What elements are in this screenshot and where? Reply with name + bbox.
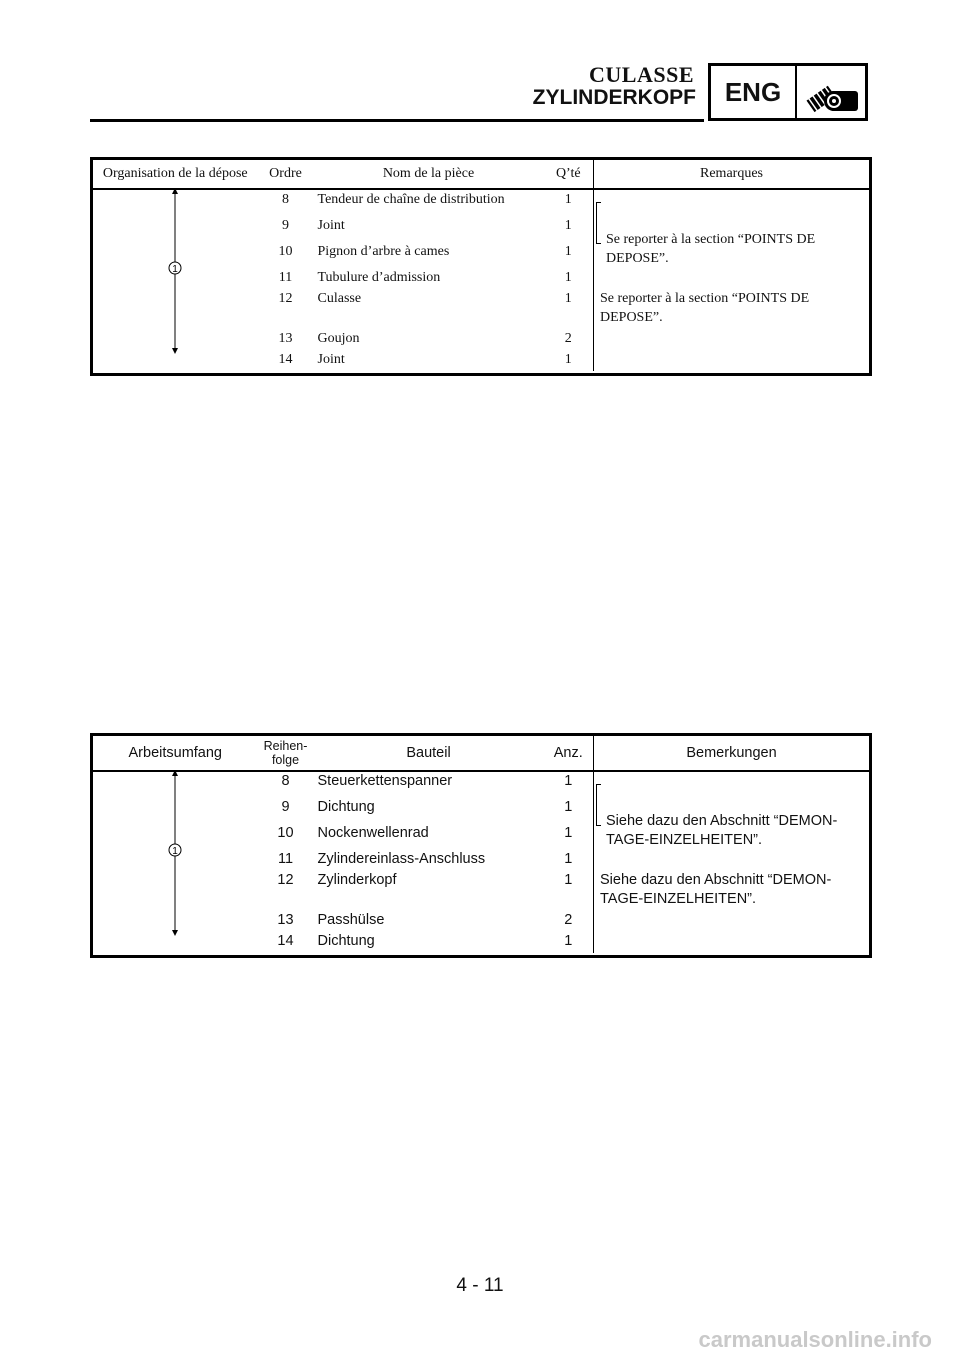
col-header-order: Ordre [258, 159, 314, 190]
section-badge-label: ENG [711, 66, 797, 118]
remark-group-text: Siehe dazu den Abschnitt “DEMON-TAGE-EINZELHEITEN”. [606, 813, 838, 848]
remark-empty [594, 268, 871, 289]
remark-empty [594, 911, 871, 932]
scope-arrow-icon [163, 188, 187, 354]
row-qty: 1 [564, 933, 573, 949]
row-qty: 1 [564, 851, 573, 867]
row-order: 14 [277, 933, 294, 949]
row-order: 12 [278, 291, 293, 306]
row-part: Steuerkettenspanner [317, 773, 453, 789]
row-qty: 1 [564, 291, 572, 306]
row-order: 8 [281, 773, 290, 789]
remark-row12: Se reporter à la section “POINTS DE DEPOSE”. [594, 289, 871, 329]
row-part: Joint [317, 352, 345, 367]
watermark: carmanualsonline.info [698, 1327, 932, 1352]
row-order: 11 [277, 851, 294, 867]
row-qty: 2 [564, 331, 572, 346]
remark-group [594, 771, 871, 850]
row-qty: 2 [564, 912, 573, 928]
row-qty: 1 [564, 218, 572, 234]
row-order: 12 [277, 872, 294, 888]
row-part: Tubulure d’admission [317, 270, 441, 285]
row-order: 9 [281, 799, 290, 816]
engine-bolt-icon [797, 66, 865, 118]
remark-group-text: Se reporter à la section “POINTS DE DEPOSE”. [606, 232, 816, 266]
row-qty: 1 [564, 244, 572, 260]
page-title-fr: CULASSE [589, 62, 694, 87]
table-header-row [92, 159, 871, 190]
row-qty: 1 [564, 192, 572, 207]
table-row [92, 189, 871, 216]
col-header-scope: Arbeitsumfang [92, 735, 258, 772]
section-badge [708, 63, 868, 121]
remark-bracket [596, 784, 601, 826]
scope-cell [92, 189, 258, 375]
row-part: Dichtung [317, 799, 375, 816]
row-part: Goujon [317, 331, 360, 346]
row-part: Passhülse [317, 912, 385, 928]
row-qty: 1 [564, 270, 572, 285]
disassembly-table-de [90, 733, 872, 958]
page-number: 4 - 11 [456, 1275, 504, 1296]
remark-empty [594, 850, 871, 871]
remark-empty [594, 350, 871, 371]
col-header-scope: Organisation de la dépose [92, 159, 258, 190]
scope-number: 1 [172, 846, 178, 857]
row-part: Tendeur de chaîne de distribution [317, 192, 505, 207]
col-header-qty: Anz. [544, 735, 594, 772]
row-qty: 1 [564, 773, 573, 789]
row-order: 9 [282, 218, 289, 234]
row-part: Culasse [317, 291, 362, 306]
header-rule [90, 119, 704, 122]
row-qty: 1 [564, 872, 573, 888]
row-order: 8 [282, 192, 289, 207]
remark-group [594, 189, 871, 268]
row-qty: 1 [564, 825, 573, 842]
table-header-row [92, 735, 871, 772]
col-header-order-line1: Reihen- [263, 739, 308, 753]
col-header-order [258, 735, 314, 772]
page-title-de: ZYLINDERKOPF [532, 86, 696, 109]
disassembly-table-fr [90, 157, 872, 376]
row-order: 11 [278, 270, 293, 285]
scope-cell [92, 771, 258, 957]
col-header-remarks: Remarques [594, 159, 871, 190]
col-header-part: Bauteil [314, 735, 544, 772]
row-part: Zylindereinlass-Anschluss [317, 851, 486, 867]
row-order: 10 [277, 825, 294, 842]
row-order: 13 [278, 331, 293, 346]
scope-number: 1 [172, 264, 178, 275]
row-order: 13 [277, 912, 294, 928]
remark-row12: Siehe dazu den Abschnitt “DEMON-TAGE-EINZELHEITEN”. [594, 871, 871, 911]
table-row [92, 771, 871, 798]
remark-empty [594, 329, 871, 350]
col-header-remarks: Bemerkungen [594, 735, 871, 772]
row-part: Dichtung [317, 933, 375, 949]
row-part: Nockenwellenrad [317, 825, 429, 842]
row-order: 10 [278, 244, 293, 260]
row-qty: 1 [564, 352, 572, 367]
col-header-part: Nom de la pièce [314, 159, 544, 190]
remark-bracket [596, 202, 601, 244]
row-part: Pignon d’arbre à cames [317, 244, 450, 260]
row-qty: 1 [564, 799, 573, 816]
col-header-order-line2: folge [271, 753, 300, 767]
row-order: 14 [278, 352, 293, 367]
row-part: Joint [317, 218, 345, 234]
remark-empty [594, 932, 871, 953]
scope-arrow-icon [163, 770, 187, 936]
row-part: Zylinderkopf [317, 872, 397, 888]
col-header-qty: Q’té [544, 159, 594, 190]
